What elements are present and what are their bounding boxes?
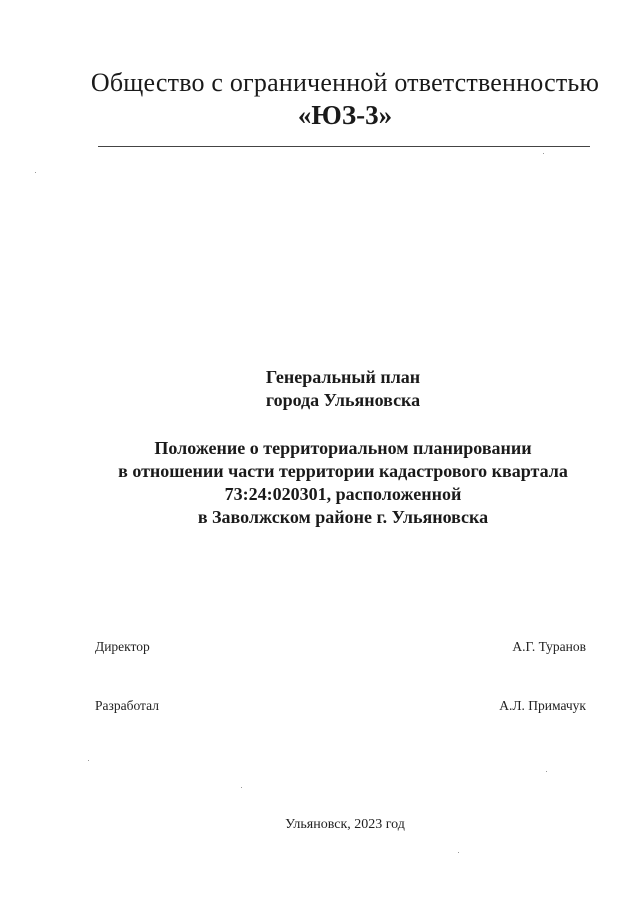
title-line-6: в Заволжском районе г. Ульяновска — [197, 507, 489, 527]
document-title — [0, 366, 640, 529]
developer-role: Разработал — [95, 698, 159, 713]
scan-speck — [88, 760, 89, 761]
title-line-5: 73:24:020301, расположенной — [224, 484, 462, 504]
title-line-2: города Ульяновска — [265, 390, 421, 410]
header-divider — [98, 146, 590, 147]
scan-speck — [543, 153, 544, 154]
director-role: Директор — [95, 639, 150, 654]
title-line-4: в отношении части территории кадастрового квартала — [118, 461, 568, 481]
director-name: А.Г. Туранов — [512, 639, 586, 654]
footer-city-year: Ульяновск, 2023 год — [285, 817, 405, 832]
scan-speck — [241, 787, 242, 788]
title-line-1: Генеральный план — [265, 367, 421, 387]
title-line-3: Положение о территориальном планировании — [154, 438, 532, 458]
scan-speck — [458, 852, 459, 853]
organization-short-name: «ЮЗ-3» — [297, 100, 393, 130]
scan-speck — [546, 771, 547, 772]
scan-speck — [35, 172, 36, 173]
organization-name: Общество с ограниченной ответственностью — [90, 68, 600, 97]
developer-name: А.Л. Примачук — [499, 698, 586, 713]
